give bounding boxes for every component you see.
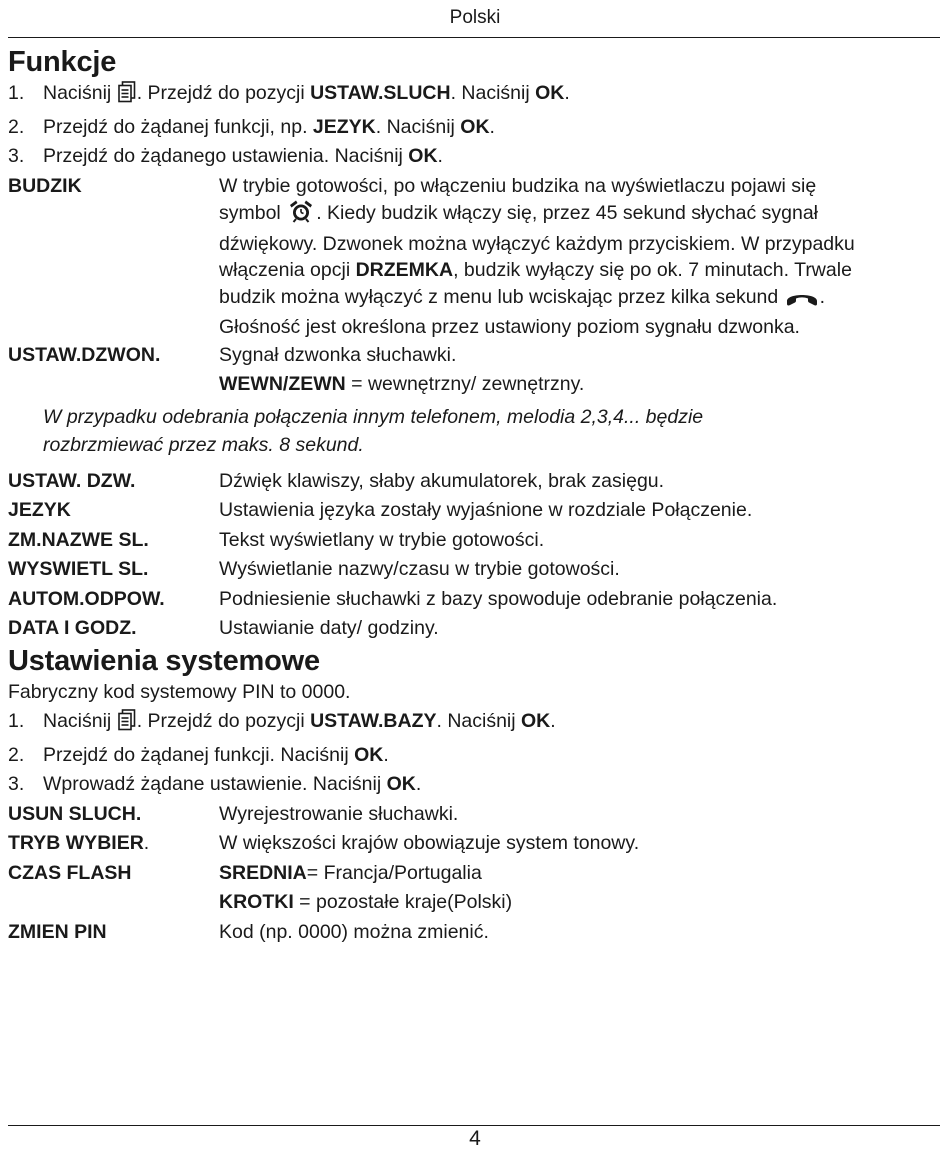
system-intro: Fabryczny kod systemowy PIN to 0000. xyxy=(8,680,351,703)
funkcje-step-1 xyxy=(8,79,938,113)
row-term xyxy=(8,829,219,859)
step-number: 3. xyxy=(8,773,25,795)
ok-keyword: OK xyxy=(354,743,384,766)
ustaw-dzwon-row xyxy=(8,341,938,371)
menu-icon xyxy=(118,709,136,741)
row-definition xyxy=(219,859,938,889)
step-number: 3. xyxy=(8,145,25,167)
funkcje-step-3 xyxy=(8,142,938,172)
step-text: Naciśnij xyxy=(43,710,117,732)
budzik-line xyxy=(219,257,938,284)
step-text: . xyxy=(489,115,495,138)
footer-divider xyxy=(8,1125,940,1126)
system-step-1 xyxy=(8,707,938,741)
funkcje-row xyxy=(8,614,938,644)
ustaw-dzwon-definition: Sygnał dzwonka słuchawki. xyxy=(219,343,457,366)
alarm-clock-icon xyxy=(287,199,315,231)
step-text: . xyxy=(383,743,389,766)
row-definition: Podniesienie słuchawki z bazy spowoduje odebranie połączenia. xyxy=(219,587,778,610)
budzik-text: . Kiedy budzik włączy się, przez 45 sekund słychać sygnał xyxy=(316,202,819,224)
system-step-2 xyxy=(8,741,938,771)
wewn-zewn-keyword: WEWN/ZEWN xyxy=(219,373,346,395)
drzemka-keyword: DRZEMKA xyxy=(355,259,454,281)
row-definition: Wyświetlanie nazwy/czasu w trybie gotowości. xyxy=(219,558,620,580)
funkcje-row xyxy=(8,496,938,526)
budzik-text: symbol xyxy=(219,202,287,224)
funkcje-row xyxy=(8,585,938,615)
ok-keyword: OK xyxy=(535,82,565,104)
step-keyword: JEZYK xyxy=(312,115,376,138)
note-line: rozbrzmiewać przez maks. 8 sekund. xyxy=(43,433,364,456)
budzik-line: dźwiękowy. Dzwonek można wyłączyć każdym przyciskiem. W przypadku xyxy=(219,232,855,255)
step-text: Wprowadź żądane ustawienie. Naciśnij xyxy=(43,773,387,795)
tryb-wybier-row xyxy=(8,829,938,859)
row-definition: Ustawienia języka zostały wyjaśnione w rozdziale Połączenie. xyxy=(219,499,753,521)
system-step-3 xyxy=(8,770,938,800)
krotki-keyword: KROTKI xyxy=(219,891,294,913)
budzik-term: BUDZIK xyxy=(8,174,82,197)
budzik-line: W trybie gotowości, po włączeniu budzika na wyświetlaczu pojawi się xyxy=(219,174,817,197)
step-text: . Naciśnij xyxy=(436,710,522,732)
term-rest: . xyxy=(143,832,150,854)
section-title-funkcje: Funkcje xyxy=(8,46,117,78)
ok-keyword: OK xyxy=(408,145,438,167)
melody-note xyxy=(43,400,938,467)
srednia-keyword: SREDNIA xyxy=(219,861,307,884)
funkcje-step-2 xyxy=(8,113,938,143)
budzik-row xyxy=(8,172,938,341)
note-line: W przypadku odebrania połączenia innym telefonem, melodia 2,3,4... będzie xyxy=(43,405,704,428)
header-language: Polski xyxy=(449,7,501,28)
page-number: 4 xyxy=(469,1127,481,1150)
budzik-text: . xyxy=(819,285,826,308)
row-term: DATA I GODZ. xyxy=(8,617,137,639)
step-text: . xyxy=(550,710,556,732)
row-definition: Ustawianie daty/ godziny. xyxy=(219,617,439,639)
definition-text: = pozostałe kraje(Polski) xyxy=(293,891,513,913)
row-term: USUN SLUCH. xyxy=(8,802,142,825)
step-text: . Naciśnij xyxy=(375,115,461,138)
step-text: Przejdź do żądanej funkcji. Naciśnij xyxy=(43,743,355,766)
page-content xyxy=(8,45,938,947)
option-text: = wewnętrzny/ zewnętrzny. xyxy=(345,373,585,395)
step-text: . Naciśnij xyxy=(450,82,536,104)
funkcje-row xyxy=(8,467,938,497)
end-call-icon xyxy=(785,288,819,315)
ok-keyword: OK xyxy=(521,710,551,732)
row-definition: Dźwięk klawiszy, słaby akumulatorek, brak zasięgu. xyxy=(219,469,665,492)
row-definition: W większości krajów obowiązuje system tonowy. xyxy=(219,832,640,854)
usun-sluch-row xyxy=(8,800,938,830)
budzik-definition xyxy=(219,172,938,341)
funkcje-row xyxy=(8,526,938,556)
zmien-pin-row xyxy=(8,918,938,948)
budzik-text: budzik można wyłączyć z menu lub wciskając przez kilka sekund xyxy=(219,285,784,308)
step-text: . Przejdź do pozycji xyxy=(136,82,311,104)
step-number: 1. xyxy=(8,82,25,104)
row-term: JEZYK xyxy=(8,499,71,521)
step-text: Przejdź do żądanej funkcji, np. xyxy=(43,115,313,138)
budzik-text: , budzik wyłączy się po ok. 7 minutach. Trwale xyxy=(453,259,852,281)
row-term: CZAS FLASH xyxy=(8,861,132,884)
step-number: 1. xyxy=(8,710,25,732)
ustaw-dzwon-term: USTAW.DZWON. xyxy=(8,343,161,366)
funkcje-row xyxy=(8,555,938,585)
step-text: Przejdź do żądanego ustawienia. Naciśnij xyxy=(43,145,409,167)
czas-flash-row xyxy=(8,859,938,889)
step-text: Naciśnij xyxy=(43,82,117,104)
czas-flash-row-continued xyxy=(8,888,938,918)
row-term: ZMIEN PIN xyxy=(8,920,107,943)
step-keyword: USTAW.BAZY xyxy=(310,710,437,732)
menu-icon xyxy=(118,81,136,113)
step-text: . xyxy=(564,82,570,104)
row-definition: Tekst wyświetlany w trybie gotowości. xyxy=(219,528,545,551)
definition-text: = Francja/Portugalia xyxy=(306,861,482,884)
step-keyword: USTAW.SLUCH xyxy=(310,82,451,104)
step-text: . xyxy=(415,773,422,795)
term-bold: TRYB WYBIER xyxy=(8,832,144,854)
budzik-line xyxy=(219,284,938,315)
budzik-line xyxy=(219,199,938,231)
row-term: WYSWIETL SL. xyxy=(8,558,149,580)
header-divider xyxy=(8,37,940,38)
ustaw-dzwon-option xyxy=(8,370,938,400)
budzik-text: włączenia opcji xyxy=(219,259,356,281)
section-title-system: Ustawienia systemowe xyxy=(8,644,320,677)
row-definition: Kod (np. 0000) można zmienić. xyxy=(219,920,489,943)
ok-keyword: OK xyxy=(460,115,490,138)
budzik-line: Głośność jest określona przez ustawiony poziom sygnału dzwonka. xyxy=(219,316,800,338)
ustaw-dzwon-row-continued xyxy=(8,370,938,400)
row-definition xyxy=(8,888,938,918)
step-number: 2. xyxy=(8,115,25,138)
step-text: . Przejdź do pozycji xyxy=(136,710,311,732)
step-text: . xyxy=(437,145,443,167)
step-number: 2. xyxy=(8,743,25,766)
row-definition: Wyrejestrowanie słuchawki. xyxy=(219,802,459,825)
ok-keyword: OK xyxy=(386,773,416,795)
row-term: AUTOM.ODPOW. xyxy=(8,587,165,610)
row-term: USTAW. DZW. xyxy=(8,469,136,492)
row-term: ZM.NAZWE SL. xyxy=(8,528,149,551)
